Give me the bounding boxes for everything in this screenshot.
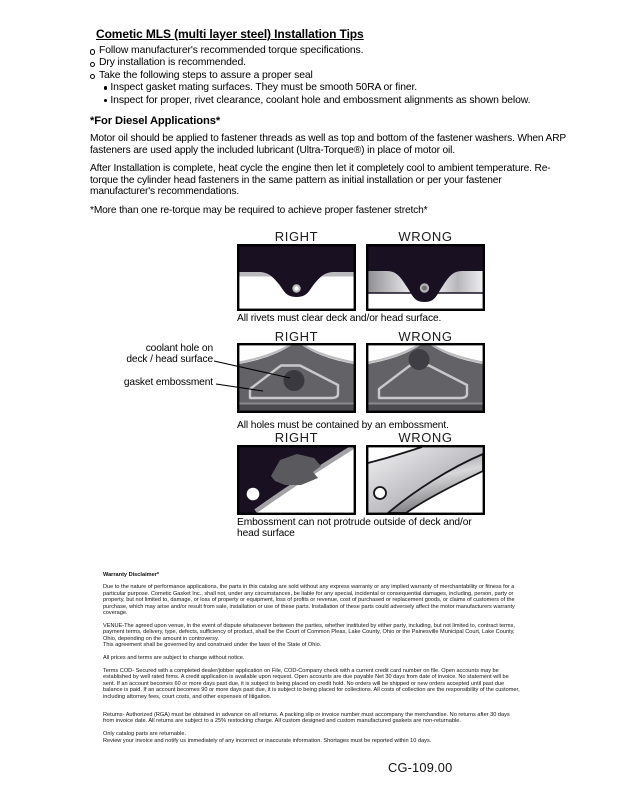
wrong-header: WRONG [398, 229, 453, 244]
right-header: RIGHT [274, 229, 319, 244]
terms-cod-paragraph: Terms COD- Secured with a completed dealer/jobber application on File, COD-Company check with a current credit card number on file. Open accounts may be established by well rated firms. A credit application is available upon request. Open accounts are due payable Net 30 days from date of invoice. No statement will be sent. If an account becomes 60 or more days past due, it is subject to being placed on credit hold. No orders will be shipped or new orders accepted until past due balance is paid. If an account becomes 90 or more days past due, it is subject to being placed for collections. All costs of collection are the responsibility of the customer, including attorney fees, court costs, and other expenses of litigation. [103, 667, 520, 700]
rivet-caption: All rivets must clear deck and/or head surface. [237, 313, 442, 324]
tips-list [90, 45, 530, 107]
right-header: RIGHT [274, 329, 319, 344]
returns-paragraph: Returns- Authorized (RGA) must be obtained in advance on all returns. A packing slip or invoice number must accompany the merchandise. No returns after 30 days from invoice date. All returns are subject to a 25% restocking charge. All custom designed and custom manufactured gaskets are non-returnable. [103, 712, 510, 725]
governing-law-line: This agreement shall be governed by and construed under the laws of the State of Ohio. [103, 642, 322, 649]
diesel-paragraph: Motor oil should be applied to fastener threads as well as top and bottom of the fastener washers. When ARP fasteners are used apply the included lubricant (Ultra-Torque®) in place of motor oil. [90, 133, 566, 156]
retorque-note: *More than one re-torque may be required to achieve proper fastener stretch* [90, 205, 428, 216]
tip-text: Follow manufacturer's recommended torque specifications. [98, 45, 364, 56]
coolant-hole-callout [88, 344, 213, 366]
open-bullet-icon [90, 49, 95, 54]
embossment-wrong-diagram [366, 343, 485, 413]
disclaimer-paragraph: Due to the nature of performance applications, the parts in this catalog are sold without any express warranty or any implied warranty of merchantability or fitness for a particular purpose. Cometic Gasket Inc., shall not, under any circumstances, be liable for any special, incidental or consequential damages, including, person, party or property, but not limited to, damage, or loss of property or equipment, loss of profits or revenue, cost of purchased or replacement goods, or claims of customers of the purchase, which may arise and/or result from sale, installation or use of these parts. Installation of these parts could adversely affect the motor manufacturers warranty coverage. [103, 584, 515, 617]
page-title: Cometic MLS (multi layer steel) Installation Tips [96, 27, 364, 41]
review-invoice-line: Review your invoice and notify us immediately of any incorrect or inaccurate information. Shortages must be reported within 10 days. [103, 737, 432, 744]
catalog-page-number: CG-109.00 [388, 760, 453, 775]
rivet-wrong-diagram [366, 244, 485, 311]
right-header: RIGHT [274, 430, 319, 445]
tip-item [90, 57, 530, 69]
open-bullet-icon [90, 74, 95, 79]
warranty-disclaimer-heading: Warranty Disclaimer* [103, 572, 160, 578]
filled-bullet-icon [104, 99, 107, 102]
embossment-caption: All holes must be contained by an embossment. [237, 420, 449, 431]
prices-terms-line: All prices and terms are subject to change without notice. [103, 655, 245, 662]
callout-leader-lines [210, 355, 300, 397]
callout-line: coolant hole on [145, 343, 213, 354]
rivet-right-diagram [237, 244, 356, 311]
tip-text: Inspect gasket mating surfaces. They must be smooth 50RA or finer. [110, 82, 418, 94]
tip-sub-item [90, 82, 530, 94]
venue-paragraph: VENUE-The agreed upon venue, in the event of dispute whatsoever between the parties, whether instituted by either party, including, but not limited to, contract terms, payment terms, delivery, type, defects, sufficiency of product, shall be the Court of Common Pleas, Lake County, Ohio or the Painesville Municipal Court, Lake County, Ohio, depending on the amount in controversy. [103, 622, 515, 642]
wrong-header: WRONG [398, 430, 453, 445]
protrusion-right-diagram [237, 445, 356, 515]
protrusion-wrong-diagram [366, 445, 485, 515]
tip-text: Dry installation is recommended. [98, 57, 246, 69]
tip-sub-item [90, 95, 530, 107]
diesel-paragraph: After Installation is complete, heat cycle the engine then let it completely cool to ambient temperature. Re-torque the cylinder head fasteners in the same pattern as initial installation or per your fastener manufacturer's recommendations. [90, 163, 551, 198]
open-bullet-icon [90, 62, 95, 67]
diesel-section-heading: *For Diesel Applications* [90, 115, 221, 127]
wrong-header: WRONG [398, 329, 453, 344]
gasket-embossment-callout: gasket embossment [123, 377, 213, 388]
callout-line: deck / head surface [126, 353, 213, 365]
filled-bullet-icon [104, 86, 107, 89]
tip-item [90, 70, 530, 82]
protrusion-caption: Embossment can not protrude outside of deck and/or head surface [237, 517, 472, 539]
legal-fine-print [103, 572, 521, 751]
tip-text: Inspect for proper, rivet clearance, coolant hole and embossment alignments as shown below. [110, 94, 531, 106]
tip-text: Take the following steps to assure a proper seal [98, 69, 313, 81]
catalog-parts-line: Only catalog parts are returnable. [103, 731, 187, 738]
tip-item [90, 45, 530, 57]
